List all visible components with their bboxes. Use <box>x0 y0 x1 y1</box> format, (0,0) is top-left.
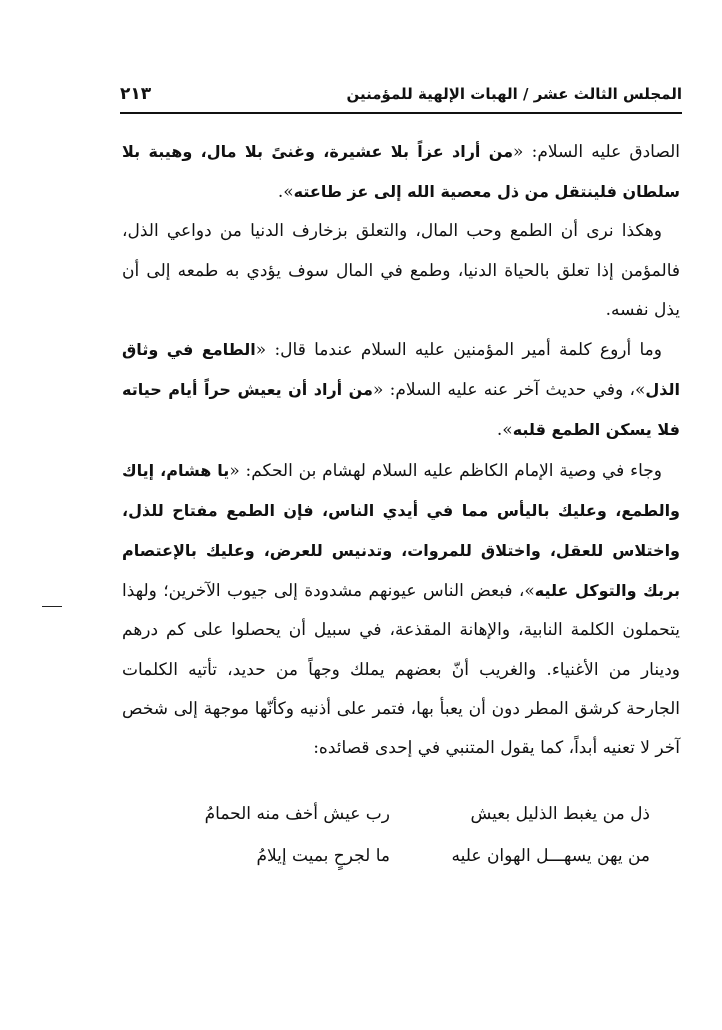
quote-bold: من أراد عزاً بلا عشيرة، وغنىً بلا مال، وهيبة بلا سلطان فلينتقل من ذل معصية الله إلى عز طاعته <box>122 142 680 202</box>
verse-first-hemistich: ذل من يغبط الذليل بعيش <box>470 804 650 824</box>
paragraph <box>122 132 680 212</box>
text-run: ». <box>277 182 294 203</box>
running-header <box>120 76 682 112</box>
header-rule <box>120 112 682 114</box>
poem-verses <box>170 793 650 877</box>
paragraph <box>122 212 680 330</box>
text-run: ». <box>496 420 513 441</box>
verse-second-hemistich: ما لجرحٍ بميت إيلامُ <box>256 846 390 866</box>
body-text <box>122 132 680 768</box>
text-run: وجاء في وصية الإمام الكاظم عليه السلام لهشام بن الحكم: « <box>229 460 662 481</box>
verse-first-hemistich: من يهن يسهـــل الهوان عليه <box>451 846 650 866</box>
verse-line <box>170 793 650 835</box>
quote-bold: الطامع في وثاق الذل <box>122 340 680 400</box>
verse-line <box>170 835 650 877</box>
verse-second-hemistich: رب عيش أخف منه الحمامُ <box>204 804 390 824</box>
paragraph <box>122 330 680 451</box>
text-run: »، وفي حديث آخر عنه عليه السلام: « <box>372 380 646 401</box>
text-run: الصادق عليه السلام: « <box>513 142 680 162</box>
margin-mark <box>42 606 62 607</box>
page-number: ٢١٣ <box>120 84 152 104</box>
chapter-title: المجلس الثالث عشر / الهبات الإلهية للمؤمنين <box>346 85 682 103</box>
quote-bold: يا هشام، إياك والطمع، وعليك باليأس مما في أيدي الناس، فإن الطمع مفتاح للذل، واختلاس للعقل، واختلاق للمروات، وتدنيس للعرض، وعليك بالإعتصام بربك والتوكل عليه <box>122 460 680 601</box>
text-run: وهكذا نرى أن الطمع وحب المال، والتعلق بزخارف الدنيا من دواعي الذل، فالمؤمن إذا تعلق بالحياة الدنيا، وطمع في المال سوف يؤدي به طمعه إلى أن يذل نفسه. <box>122 221 680 320</box>
quote-bold: من أراد أن يعيش حراً أيام حياته فلا يسكن الطمع قلبه <box>122 380 680 440</box>
paragraph <box>122 451 680 769</box>
text-run: وما أروع كلمة أمير المؤمنين عليه السلام عندما قال: « <box>255 340 662 361</box>
text-run: »، فبعض الناس عيونهم مشدودة إلى جيوب الآخرين؛ ولهذا يتحملون الكلمة النابية، والإهانة المقذعة، في سبيل أن يحصلوا على كم درهم ودينار من الأغنياء. والغريب أنّ بعضهم يملك وجهاً من حديد، تأتيه الكلمات الجارحة كرشق المطر دون أن يعبأ بها، فتمر على أذنيه وكأنّها موجهة إلى شخص آخر لا تعنيه أبداً، كما يقول المتنبي في إحدى قصائده: <box>122 581 680 759</box>
